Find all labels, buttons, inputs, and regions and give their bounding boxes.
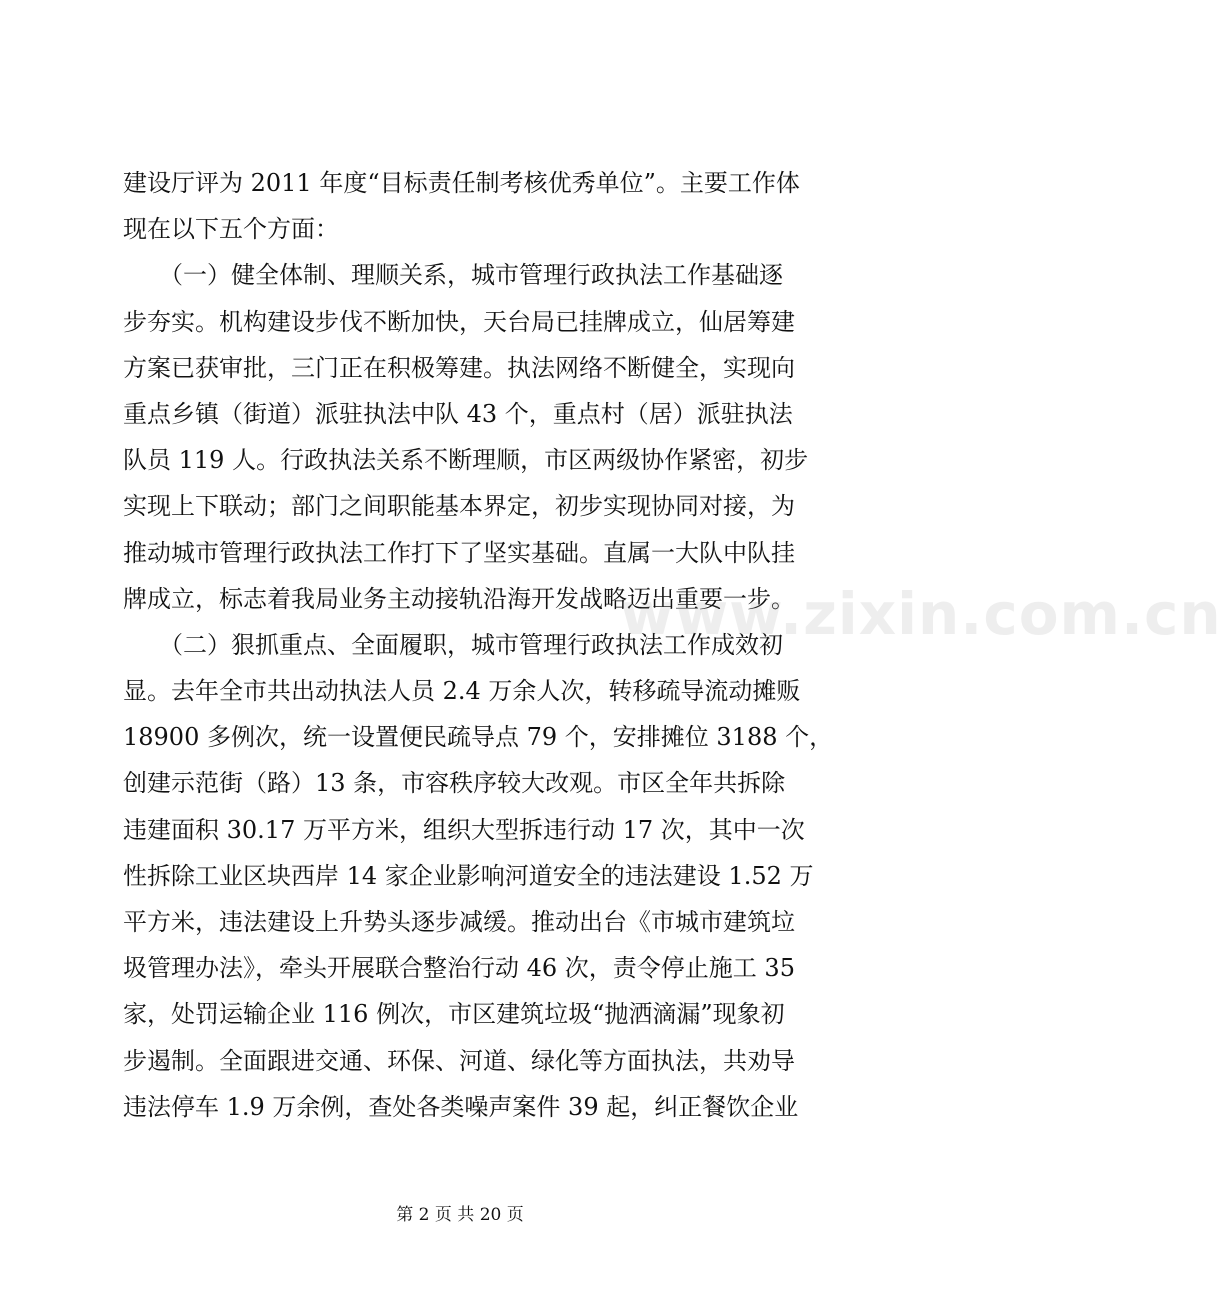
text-line: 圾管理办法》，牵头开展联合整治行动 46 次，责令停止施工 35 — [123, 954, 795, 983]
text-line: 步遏制。全面跟进交通、环保、河道、绿化等方面执法，共劝导 — [123, 1046, 795, 1075]
text-line: 步夯实。机构建设步伐不断加快，天台局已挂牌成立，仙居筹建 — [123, 307, 795, 336]
text-line: 创建示范街（路）13 条，市容秩序较大改观。市区全年共拆除 — [123, 769, 786, 798]
text-line: 违建面积 30.17 万平方米，组织大型拆违行动 17 次，其中一次 — [123, 815, 805, 844]
text-line: 建设厅评为 2011 年度“目标责任制考核优秀单位”。主要工作体 — [123, 169, 800, 197]
text-line: 牌成立，标志着我局业务主动接轨沿海开发战略迈出重要一步。 — [123, 584, 795, 613]
text-line: （一）健全体制、理顺关系，城市管理行政执法工作基础逐 — [123, 261, 783, 290]
text-line: （二）狠抓重点、全面履职，城市管理行政执法工作成效初 — [123, 630, 783, 659]
text-line: 实现上下联动；部门之间职能基本界定，初步实现协同对接，为 — [123, 492, 795, 521]
watermark: www.zixin.com.cn — [620, 580, 1222, 648]
text-line: 违法停车 1.9 万余例，查处各类噪声案件 39 起，纠正餐饮企业 — [123, 1092, 799, 1121]
text-line: 性拆除工业区块西岸 14 家企业影响河道安全的违法建设 1.52 万 — [123, 861, 814, 890]
text-line: 推动城市管理行政执法工作打下了坚实基础。直属一大队中队挂 — [123, 538, 795, 567]
text-line: 队员 119 人。行政执法关系不断理顺，市区两级协作紧密，初步 — [123, 446, 809, 475]
text-line: 现在以下五个方面： — [123, 215, 339, 244]
text-line: 显。去年全市共出动执法人员 2.4 万余人次，转移疏导流动摊贩 — [123, 677, 801, 706]
text-line: 平方米，违法建设上升势头逐步减缓。推动出台《市城市建筑垃 — [123, 908, 795, 936]
text-line: 18900 多例次，统一设置便民疏导点 79 个，安排摊位 3188 个， — [123, 723, 834, 752]
text-line: 方案已获审批，三门正在积极筹建。执法网络不断健全，实现向 — [123, 353, 795, 382]
text-line: 家，处罚运输企业 116 例次，市区建筑垃圾“抛洒滴漏”现象初 — [123, 1000, 785, 1029]
text-line: 重点乡镇（街道）派驻执法中队 43 个，重点村（居）派驻执法 — [123, 399, 793, 428]
page-number-footer: 第 2 页 共 20 页 — [396, 1205, 524, 1225]
